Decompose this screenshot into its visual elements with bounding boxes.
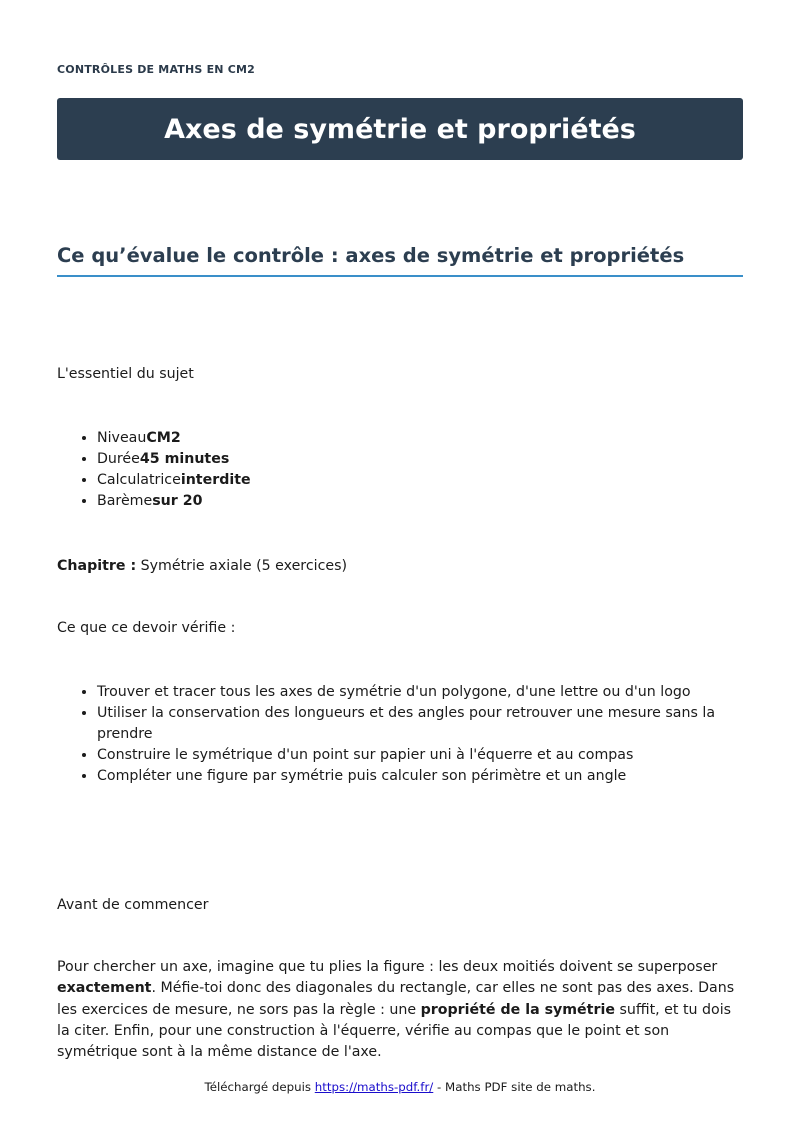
chapter-label: Chapitre : [57, 558, 137, 574]
item-label: Durée [97, 451, 140, 467]
list-item [97, 428, 757, 449]
before-heading: Avant de commencer [57, 897, 209, 913]
essentials-heading: L'essentiel du sujet [57, 366, 194, 382]
before-paragraph [57, 957, 743, 1063]
paragraph-bold: propriété de la symétrie [420, 1001, 615, 1018]
item-value: 45 minutes [139, 451, 230, 467]
footer-prefix: Téléchargé depuis [204, 1080, 315, 1094]
checks-list [57, 682, 757, 787]
item-label: Barème [97, 493, 153, 509]
list-item: • Utiliser la conservation des longueurs et des angles pour retrouver une mesure sans la prendre [97, 703, 757, 745]
item-label: Niveau [97, 430, 147, 446]
list-item [97, 470, 757, 491]
item-value: CM2 [146, 430, 181, 446]
chapter-value: Symétrie axiale (5 exercices) [140, 558, 348, 574]
paragraph-text: Pour chercher un axe, imagine que tu plies la figure : les deux moitiés doivent se superposer [57, 959, 718, 975]
essentials-list [57, 428, 757, 512]
checks-heading: Ce que ce devoir vérifie : [57, 620, 236, 636]
list-item: • Compléter une figure par symétrie puis calculer son périmètre et un angle [97, 766, 757, 787]
paragraph-bold: exactement [57, 980, 152, 997]
footer-link[interactable]: https://maths-pdf.fr/ [314, 1080, 434, 1094]
list-item: • Construire le symétrique d'un point sur papier uni à l'équerre et au compas [97, 745, 757, 766]
paragraph-text: suffit, et tu dois la citer. Enfin, pour une construction à l'équerre, vérifie au compas que le point et son symétrique sont à la même distance de l'axe. [57, 1001, 732, 1061]
header-kicker: CONTRÔLES DE MATHS EN CM2 [57, 63, 255, 76]
item-label: Calculatrice [97, 472, 181, 488]
item-value: sur 20 [152, 493, 203, 509]
title-banner [57, 98, 743, 160]
page-title: Axes de symétrie et propriétés [164, 113, 636, 145]
list-item [97, 491, 757, 512]
paragraph-text: . Méfie-toi donc des diagonales du rectangle, car elles ne sont pas des axes. Dans les exercices de mesure, ne sors pas la règle : une [57, 980, 735, 1018]
list-item [97, 449, 757, 470]
section-title: Ce qu’évalue le contrôle : axes de symétrie et propriétés [57, 244, 743, 277]
list-item: • Trouver et tracer tous les axes de symétrie d'un polygone, d'une lettre ou d'un logo [97, 682, 757, 703]
item-value: interdite [180, 472, 251, 488]
chapter-line [57, 556, 347, 577]
footer-suffix: - Maths PDF site de maths. [433, 1080, 596, 1094]
footer [0, 1080, 800, 1094]
